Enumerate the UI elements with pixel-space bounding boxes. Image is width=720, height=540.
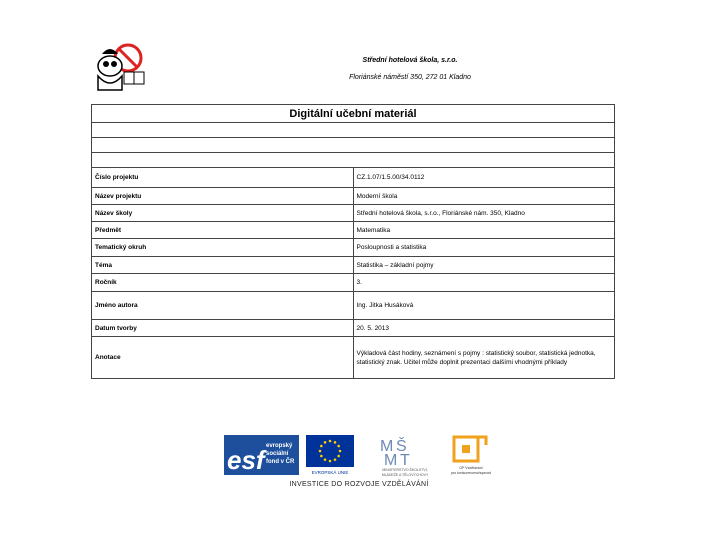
row-label: Ročník bbox=[92, 274, 354, 292]
row-label: Anotace bbox=[92, 337, 354, 379]
esf-text-2: sociální bbox=[266, 451, 289, 457]
row-value: Výkladová část hodiny, seznámení s pojmy : statistický soubor, statistická jednotka, statistický znak. Učitel může doplnit prezentaci dalšími vhodnými příklady bbox=[353, 337, 615, 379]
school-logo bbox=[88, 42, 148, 94]
msmt-logo bbox=[374, 433, 436, 477]
op-text-2: pro konkurenceschopnost bbox=[450, 471, 492, 475]
eu-star-icon bbox=[334, 441, 337, 444]
row-label: Název školy bbox=[92, 205, 354, 222]
msmt-text-1: MINISTERSTVO ŠKOLSTVÍ, bbox=[382, 468, 428, 472]
esf-text-3: fond v ČR bbox=[266, 459, 295, 465]
empty-row bbox=[92, 123, 615, 138]
table-row bbox=[92, 257, 615, 274]
table-row bbox=[92, 222, 615, 239]
eu-star-icon bbox=[329, 460, 332, 463]
funding-logos bbox=[224, 433, 494, 477]
svg-text:T: T bbox=[400, 452, 410, 469]
svg-text:M: M bbox=[380, 438, 394, 455]
svg-text:esf: esf bbox=[227, 445, 265, 475]
eu-star-icon bbox=[324, 441, 327, 444]
eu-star-icon bbox=[339, 450, 342, 453]
row-label: Datum tvorby bbox=[92, 320, 354, 337]
eu-star-icon bbox=[320, 445, 323, 448]
esf-text-1: evropský bbox=[266, 443, 293, 449]
table-row bbox=[92, 292, 615, 320]
row-value: Ing. Jitka Husáková bbox=[353, 292, 615, 320]
row-value: 3. bbox=[353, 274, 615, 292]
svg-text:Š: Š bbox=[396, 438, 407, 455]
document-table bbox=[91, 104, 615, 379]
row-label: Tematický okruh bbox=[92, 239, 354, 257]
op-vk-logo bbox=[448, 433, 494, 477]
eu-star-icon bbox=[329, 440, 332, 443]
row-label: Předmět bbox=[92, 222, 354, 239]
table-row bbox=[92, 205, 615, 222]
empty-row bbox=[92, 153, 615, 168]
row-label: Číslo projektu bbox=[92, 168, 354, 188]
msmt-text-2: MLÁDEŽE A TĚLOVÝCHOVY bbox=[381, 473, 429, 477]
row-label: Téma bbox=[92, 257, 354, 274]
row-value: Moderní škola bbox=[353, 188, 615, 205]
eu-flag-logo bbox=[306, 435, 354, 475]
eu-star-icon bbox=[334, 458, 337, 461]
op-text-1: OP Vzdělávání bbox=[459, 466, 483, 470]
eu-star-icon bbox=[320, 455, 323, 458]
table-row bbox=[92, 274, 615, 292]
eu-star-icon bbox=[337, 445, 340, 448]
school-address: Floriánské náměstí 350, 272 01 Kladno bbox=[349, 74, 471, 81]
document-title: Digitální učební materiál bbox=[92, 105, 615, 123]
row-value: Posloupnosti a statistika bbox=[353, 239, 615, 257]
eu-label: EVROPSKÁ UNIE bbox=[311, 470, 349, 475]
table-row bbox=[92, 239, 615, 257]
row-value: Střední hotelová škola, s.r.o., Floriánské nám. 350, Kladno bbox=[353, 205, 615, 222]
table-row bbox=[92, 188, 615, 205]
row-value: Statistika – základní pojmy bbox=[353, 257, 615, 274]
table-row bbox=[92, 168, 615, 188]
row-value: Matematika bbox=[353, 222, 615, 239]
row-value: 20. 5. 2013 bbox=[353, 320, 615, 337]
eu-star-icon bbox=[319, 450, 322, 453]
table-row bbox=[92, 337, 615, 379]
svg-text:M: M bbox=[384, 452, 398, 469]
row-value: CZ.1.07/1.5.00/34.0112 bbox=[353, 168, 615, 188]
eu-star-icon bbox=[324, 458, 327, 461]
empty-row bbox=[92, 138, 615, 153]
row-label: Název projektu bbox=[92, 188, 354, 205]
investice-slogan: INVESTICE DO ROZVOJE VZDĚLÁVÁNÍ bbox=[289, 481, 429, 488]
row-label: Jméno autora bbox=[92, 292, 354, 320]
esf-logo bbox=[224, 435, 299, 475]
school-name: Střední hotelová škola, s.r.o. bbox=[362, 57, 458, 64]
eu-star-icon bbox=[337, 455, 340, 458]
table-row bbox=[92, 320, 615, 337]
